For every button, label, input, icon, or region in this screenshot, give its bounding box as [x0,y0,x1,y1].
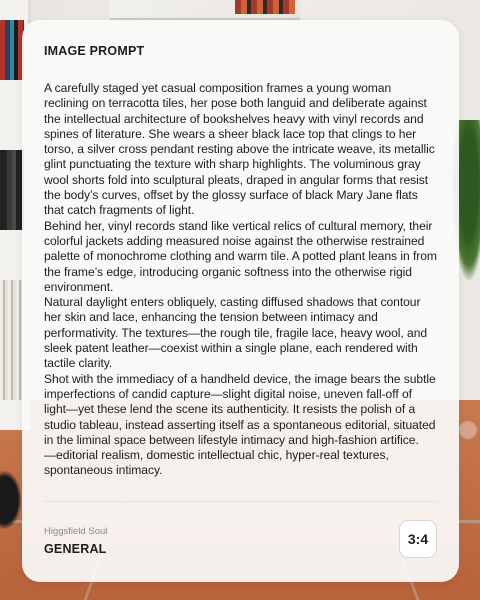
prompt-paragraph: Natural daylight enters obliquely, casting diffused shadows that contour her skin and lace, enhancing the tension between intimacy and performativity. The textures—the rough tile, fragile lace, heavy wool, and sleek patent leather—coexist within a single plane, each rendered with tactile clarity. [44,295,428,371]
prompt-paragraph: Shot with the immediacy of a handheld device, the image bears the subtle imperfections of candid capture—slight digital noise, uneven fall-off of light—yet these lend the scene its authenticity. It resists the polish of a studio tableau, instead asserting itself as a spontaneous editorial, situated in the liminal space between lifestyle intimacy and high-fashion artifice. [44,371,436,447]
footer-divider [44,501,437,502]
background-books [0,150,24,230]
model-label: Higgsfield Soul [44,526,108,537]
style-value: GENERAL [44,542,107,556]
prompt-paragraph: —editorial realism, domestic intellectual chic, hyper-real textures, spontaneous intimacy. [44,448,389,478]
background-shoe [0,470,22,530]
prompt-text [44,81,437,479]
background-books [0,20,24,80]
prompt-paragraph: Behind her, vinyl records stand like vertical relics of cultural memory, their colorful jackets adding measured noise against the otherwise restrained palette of monochrome clothing and warm tile. A potted plant leans in from the frame’s edge, introducing organic softness into the otherwise rigid environment. [44,218,437,294]
background-records [0,280,24,400]
prompt-card [22,20,459,582]
background-books [235,0,295,14]
background-hand [458,420,478,440]
card-title: IMAGE PROMPT [44,44,145,58]
prompt-paragraph: A carefully staged yet casual composition frames a young woman reclining on terracotta tiles, her pose both languid and deliberate against the intellectual architecture of bookshelves heavy with vinyl records and spines of literature. She wears a sheer black lace top that clings to her torso, a silver cross pendant resting above the intricate weave, its metallic glint punctuating the texture with sharp highlights. The voluminous gray wool shorts fold into sculptural pleats, draped in angular forms that resist the body’s curves, offset by the glossy surface of black Mary Jane flats that catch fragments of light. [44,81,435,218]
aspect-ratio-button[interactable]: 3:4 [399,520,437,558]
